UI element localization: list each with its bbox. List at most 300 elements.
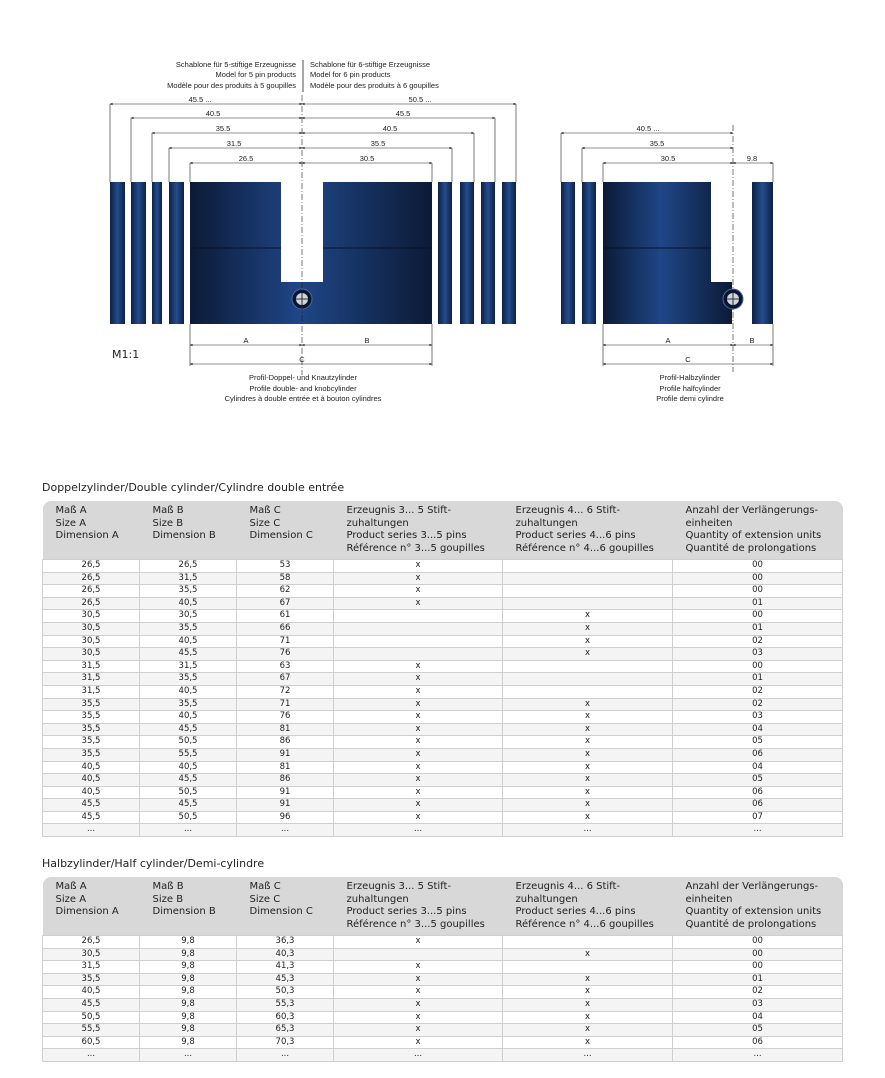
svg-text:C: C [299, 355, 305, 364]
svg-text:Profile double- and knobcylind: Profile double- and knobcylinder [249, 384, 357, 393]
column-header-line: Product series 3...5 pins [346, 906, 467, 917]
table-cell: 45,3 [237, 973, 334, 986]
table-cell: 50,5 [140, 736, 237, 749]
table-cell: 26,5 [43, 585, 140, 598]
double-cylinder-title: Doppelzylinder/Double cylinder/Cylindre double entrée [42, 481, 345, 494]
column-header [140, 501, 237, 560]
table-row [43, 685, 843, 698]
table-cell: 9,8 [140, 1024, 237, 1037]
table-cell: 50,5 [140, 811, 237, 824]
table-cell: ... [140, 1049, 237, 1062]
table-cell: 86 [237, 736, 334, 749]
table-row [43, 824, 843, 837]
table-cell [503, 597, 673, 610]
table-cell: ... [673, 1049, 843, 1062]
column-header-line: Dimension A [55, 906, 119, 917]
table-cell [503, 961, 673, 974]
table-cell: x [334, 986, 503, 999]
table-cell: 45,5 [140, 648, 237, 661]
column-header-line: Product series 4...6 pins [515, 530, 636, 541]
table-row [43, 660, 843, 673]
column-header-line: Product series 4...6 pins [515, 906, 636, 917]
table-cell: 00 [673, 610, 843, 623]
column-header-line: Référence n° 3...5 goupilles [346, 918, 485, 930]
svg-text:30.5: 30.5 [359, 154, 375, 163]
column-header-line: Size C [249, 893, 281, 905]
table-cell: 03 [673, 648, 843, 661]
table-cell: ... [43, 1049, 140, 1062]
column-header-line: Dimension B [152, 530, 216, 541]
svg-text:Profile demi cylindre: Profile demi cylindre [656, 394, 724, 403]
svg-text:45.5 ...: 45.5 ... [188, 95, 212, 104]
table-cell: 40,5 [43, 986, 140, 999]
table-cell: x [334, 761, 503, 774]
table-cell: 30,5 [43, 622, 140, 635]
table-row [43, 610, 843, 623]
table-cell: 01 [673, 597, 843, 610]
table-cell: 66 [237, 622, 334, 635]
table-cell: 30,5 [43, 948, 140, 961]
table-cell: x [503, 723, 673, 736]
svg-text:A: A [665, 336, 671, 345]
table-cell: 9,8 [140, 973, 237, 986]
svg-text:B: B [364, 336, 370, 345]
half-cylinder-body [603, 182, 773, 324]
svg-text:50.5 ...: 50.5 ... [408, 95, 432, 104]
table-cell [334, 648, 503, 661]
table-cell: 31,5 [43, 961, 140, 974]
table-cell: x [503, 698, 673, 711]
table-cell: 50,5 [140, 786, 237, 799]
table-cell: 40,5 [140, 685, 237, 698]
column-header-line: Maß A [55, 505, 87, 516]
column-header-line: einheiten [685, 517, 733, 529]
half-cylinder-section [42, 857, 842, 1062]
table-cell: 30,5 [43, 610, 140, 623]
table-cell: 26,5 [43, 936, 140, 949]
table-cell [503, 660, 673, 673]
table-cell: x [503, 648, 673, 661]
table-cell: 91 [237, 786, 334, 799]
table-cell: 06 [673, 786, 843, 799]
table-cell: 67 [237, 673, 334, 686]
table-cell: x [503, 622, 673, 635]
column-header-line: Quantité de prolongations [685, 918, 817, 930]
table-cell: 26,5 [43, 572, 140, 585]
table-cell: x [503, 786, 673, 799]
table-cell: 30,5 [140, 610, 237, 623]
column-header-line: Maß C [249, 505, 281, 516]
svg-text:Modèle pour des produits à 6 g: Modèle pour des produits à 6 goupilles [310, 81, 439, 90]
table-cell: 60,3 [237, 1011, 334, 1024]
table-cell: 9,8 [140, 986, 237, 999]
table-cell: 35,5 [140, 585, 237, 598]
table-cell: 26,5 [43, 560, 140, 573]
table-cell: 00 [673, 961, 843, 974]
table-cell: 40,5 [140, 597, 237, 610]
table-cell: 04 [673, 723, 843, 736]
table-cell: x [334, 748, 503, 761]
column-header-line: zuhaltungen [515, 517, 578, 529]
table-cell: ... [503, 1049, 673, 1062]
table-cell: 45,5 [43, 799, 140, 812]
table-cell: x [334, 736, 503, 749]
table-cell: 40,5 [140, 761, 237, 774]
table-cell [503, 560, 673, 573]
table-cell: x [334, 1011, 503, 1024]
table-row [43, 597, 843, 610]
svg-text:40.5 ...: 40.5 ... [636, 124, 660, 133]
table-cell: x [334, 811, 503, 824]
table-cell [334, 948, 503, 961]
table-cell: x [503, 736, 673, 749]
table-cell: 45,5 [43, 811, 140, 824]
double-cylinder-table [42, 501, 843, 837]
extension-bars-right [438, 182, 516, 324]
table-cell: 35,5 [43, 748, 140, 761]
table-cell: x [334, 1036, 503, 1049]
column-header [237, 501, 334, 560]
column-header-line: Maß A [55, 881, 87, 892]
table-cell: 05 [673, 1024, 843, 1037]
table-cell: 00 [673, 660, 843, 673]
table-cell: 55,5 [140, 748, 237, 761]
table-cell: x [334, 774, 503, 787]
table-cell: 35,5 [43, 723, 140, 736]
svg-text:Schablone für 5-stiftige Erzeu: Schablone für 5-stiftige Erzeugnisse [175, 60, 296, 69]
half-extension-bars [561, 182, 596, 324]
table-cell: 67 [237, 597, 334, 610]
column-header-line: Référence n° 3...5 goupilles [346, 542, 485, 554]
table-cell: 35,5 [43, 973, 140, 986]
svg-text:9.8: 9.8 [746, 154, 758, 163]
table-cell: 60,5 [43, 1036, 140, 1049]
table-cell: 00 [673, 560, 843, 573]
table-cell: 45,5 [140, 799, 237, 812]
table-row [43, 622, 843, 635]
column-header-line: Référence n° 4...6 goupilles [515, 542, 654, 554]
table-cell: x [503, 1036, 673, 1049]
table-row [43, 673, 843, 686]
table-header-row [43, 501, 843, 560]
table-cell: 01 [673, 973, 843, 986]
table-cell: 35,5 [140, 698, 237, 711]
table-cell [503, 585, 673, 598]
table-row [43, 774, 843, 787]
column-header-line: Quantity of extension units [685, 906, 822, 917]
svg-text:C: C [685, 355, 691, 364]
table-cell: 02 [673, 635, 843, 648]
column-header [673, 877, 843, 936]
table-cell: 61 [237, 610, 334, 623]
column-header-line: zuhaltungen [515, 893, 578, 905]
table-cell: 9,8 [140, 948, 237, 961]
table-cell: x [334, 698, 503, 711]
table-cell: x [334, 786, 503, 799]
table-cell: 06 [673, 748, 843, 761]
table-row [43, 723, 843, 736]
table-row [43, 936, 843, 949]
table-cell: 40,5 [43, 761, 140, 774]
table-cell: 35,5 [43, 736, 140, 749]
column-header-line: einheiten [685, 893, 733, 905]
table-cell: 81 [237, 723, 334, 736]
table-cell: 86 [237, 774, 334, 787]
table-cell: x [334, 673, 503, 686]
table-cell: 35,5 [140, 673, 237, 686]
table-row [43, 1036, 843, 1049]
table-cell: 76 [237, 711, 334, 724]
table-row [43, 748, 843, 761]
table-cell: x [334, 936, 503, 949]
column-header-line: Size A [55, 893, 87, 905]
table-cell: 31,5 [140, 572, 237, 585]
svg-text:Profil-Halbzylinder: Profil-Halbzylinder [659, 373, 721, 382]
table-cell: 07 [673, 811, 843, 824]
double-cylinder-section [42, 481, 842, 837]
table-cell: x [503, 986, 673, 999]
table-cell: x [503, 1024, 673, 1037]
table-cell: 55,3 [237, 998, 334, 1011]
table-cell: x [334, 560, 503, 573]
table-cell: 30,5 [43, 635, 140, 648]
table-cell: 50,3 [237, 986, 334, 999]
table-cell [503, 673, 673, 686]
table-cell: 58 [237, 572, 334, 585]
table-cell: 03 [673, 711, 843, 724]
table-cell: 31,5 [43, 660, 140, 673]
half-cylinder-title: Halbzylinder/Half cylinder/Demi-cylindre [42, 857, 265, 870]
extension-bars-left [110, 182, 184, 324]
table-cell [334, 622, 503, 635]
table-cell: 9,8 [140, 936, 237, 949]
svg-text:26.5: 26.5 [238, 154, 254, 163]
table-row [43, 572, 843, 585]
table-row [43, 1024, 843, 1037]
column-header [140, 877, 237, 936]
table-cell: 04 [673, 761, 843, 774]
svg-text:A: A [243, 336, 249, 345]
table-cell: x [503, 610, 673, 623]
table-cell: 63 [237, 660, 334, 673]
column-header-line: Erzeugnis 4... 6 Stift- [515, 505, 621, 516]
table-cell: 40,5 [140, 635, 237, 648]
table-cell: x [503, 811, 673, 824]
svg-text:Schablone für 6-stiftige Erzeu: Schablone für 6-stiftige Erzeugnisse [310, 60, 431, 69]
table-cell: 71 [237, 698, 334, 711]
column-header-line: Anzahl der Verlängerungs- [685, 505, 819, 516]
table-cell: 40,5 [43, 786, 140, 799]
table-cell: 9,8 [140, 1036, 237, 1049]
table-cell: 70,3 [237, 1036, 334, 1049]
table-cell: 62 [237, 585, 334, 598]
svg-text:31.5: 31.5 [226, 139, 242, 148]
table-row [43, 648, 843, 661]
table-cell: x [334, 961, 503, 974]
svg-text:40.5: 40.5 [382, 124, 398, 133]
table-cell: 04 [673, 1011, 843, 1024]
table-cell [503, 685, 673, 698]
cylinder-template-diagram [0, 0, 885, 420]
table-row [43, 786, 843, 799]
table-row [43, 585, 843, 598]
column-header-line: Dimension B [152, 906, 216, 917]
table-cell: 40,5 [43, 774, 140, 787]
column-header-line: Maß C [249, 881, 281, 892]
column-header-line: Maß B [152, 505, 184, 516]
table-cell: 53 [237, 560, 334, 573]
table-cell: ... [43, 824, 140, 837]
table-row [43, 948, 843, 961]
table-cell: x [503, 635, 673, 648]
table-cell: 00 [673, 936, 843, 949]
table-cell: x [334, 799, 503, 812]
table-cell: 00 [673, 948, 843, 961]
column-header-line: Référence n° 4...6 goupilles [515, 918, 654, 930]
double-cylinder-body [190, 182, 432, 324]
svg-text:35.5: 35.5 [215, 124, 231, 133]
table-cell: 05 [673, 736, 843, 749]
table-cell: x [334, 1024, 503, 1037]
column-header [503, 501, 673, 560]
column-header [237, 877, 334, 936]
column-header-line: zuhaltungen [346, 517, 409, 529]
column-header-line: Size B [152, 893, 184, 905]
table-row [43, 711, 843, 724]
dimension-lines-bottom [190, 324, 432, 366]
column-header [43, 501, 140, 560]
table-cell [334, 610, 503, 623]
table-cell: 50,5 [43, 1011, 140, 1024]
table-row [43, 973, 843, 986]
table-cell: ... [140, 824, 237, 837]
table-row [43, 1011, 843, 1024]
table-cell: x [503, 748, 673, 761]
table-cell: 02 [673, 685, 843, 698]
table-cell: 45,5 [43, 998, 140, 1011]
table-cell: 71 [237, 635, 334, 648]
table-row [43, 698, 843, 711]
table-cell: x [503, 711, 673, 724]
column-header-line: Size B [152, 517, 184, 529]
svg-text:35.5: 35.5 [649, 139, 665, 148]
table-cell: ... [237, 1049, 334, 1062]
table-row [43, 761, 843, 774]
column-header-line: Maß B [152, 881, 184, 892]
table-cell [503, 936, 673, 949]
svg-text:B: B [749, 336, 755, 345]
table-cell: 9,8 [140, 961, 237, 974]
column-header-line: Size C [249, 517, 281, 529]
table-cell: ... [334, 824, 503, 837]
table-cell: 91 [237, 748, 334, 761]
table-cell: 55,5 [43, 1024, 140, 1037]
table-cell: 31,5 [140, 660, 237, 673]
table-cell: 01 [673, 622, 843, 635]
table-cell: ... [334, 1049, 503, 1062]
table-cell: 40,5 [140, 711, 237, 724]
column-header [334, 877, 503, 936]
table-cell: 96 [237, 811, 334, 824]
table-row [43, 998, 843, 1011]
column-header-line: Anzahl der Verlängerungs- [685, 881, 819, 892]
table-header-row [43, 877, 843, 936]
column-header [503, 877, 673, 936]
table-row [43, 811, 843, 824]
table-cell: x [334, 711, 503, 724]
column-header-line: zuhaltungen [346, 893, 409, 905]
table-cell: 30,5 [43, 648, 140, 661]
table-row [43, 635, 843, 648]
table-row [43, 1049, 843, 1062]
half-cylinder-caption [656, 373, 724, 403]
table-cell: 72 [237, 685, 334, 698]
column-header-line: Quantity of extension units [685, 530, 822, 541]
svg-text:Model for 6 pin products: Model for 6 pin products [310, 70, 391, 79]
table-cell: 26,5 [43, 597, 140, 610]
svg-text:Modèle pour des produits à 5 g: Modèle pour des produits à 5 goupilles [167, 81, 296, 90]
svg-text:40.5: 40.5 [205, 109, 221, 118]
half-cylinder-table [42, 877, 843, 1062]
table-cell: 01 [673, 673, 843, 686]
column-header [43, 877, 140, 936]
table-cell: 06 [673, 799, 843, 812]
table-cell: ... [503, 824, 673, 837]
table-cell: x [334, 998, 503, 1011]
svg-text:Cylindres à double entrée et à: Cylindres à double entrée et à bouton cylindres [224, 394, 382, 403]
table-cell: 45,5 [140, 774, 237, 787]
table-cell: 35,5 [43, 711, 140, 724]
table-cell: 31,5 [43, 685, 140, 698]
table-cell: 00 [673, 585, 843, 598]
double-cylinder-caption [225, 373, 382, 403]
table-row [43, 736, 843, 749]
table-cell: 02 [673, 698, 843, 711]
table-cell: x [503, 948, 673, 961]
template-6pin-label [310, 60, 439, 90]
table-cell: 31,5 [43, 673, 140, 686]
table-cell [334, 635, 503, 648]
column-header-line: Size A [55, 517, 87, 529]
column-header-line: Erzeugnis 4... 6 Stift- [515, 881, 621, 892]
table-cell: 76 [237, 648, 334, 661]
column-header-line: Product series 3...5 pins [346, 530, 467, 541]
table-cell: 03 [673, 998, 843, 1011]
column-header [673, 501, 843, 560]
table-cell: x [334, 660, 503, 673]
table-cell: x [334, 597, 503, 610]
svg-text:Profil-Doppel- und Knautzylind: Profil-Doppel- und Knautzylinder [249, 373, 357, 382]
table-row [43, 799, 843, 812]
svg-text:Model for 5 pin products: Model for 5 pin products [215, 70, 296, 79]
table-cell: 36,3 [237, 936, 334, 949]
table-cell: 06 [673, 1036, 843, 1049]
table-cell: x [503, 998, 673, 1011]
column-header-line: Dimension C [249, 906, 313, 917]
table-cell: 81 [237, 761, 334, 774]
table-cell: 05 [673, 774, 843, 787]
table-row [43, 986, 843, 999]
table-cell: 9,8 [140, 1011, 237, 1024]
table-cell: x [503, 1011, 673, 1024]
column-header [334, 501, 503, 560]
table-cell: 02 [673, 986, 843, 999]
table-row [43, 961, 843, 974]
column-header-line: Erzeugnis 3... 5 Stift- [346, 505, 452, 516]
table-cell: x [503, 761, 673, 774]
scale-label: M1:1 [112, 348, 140, 361]
table-cell: x [503, 973, 673, 986]
